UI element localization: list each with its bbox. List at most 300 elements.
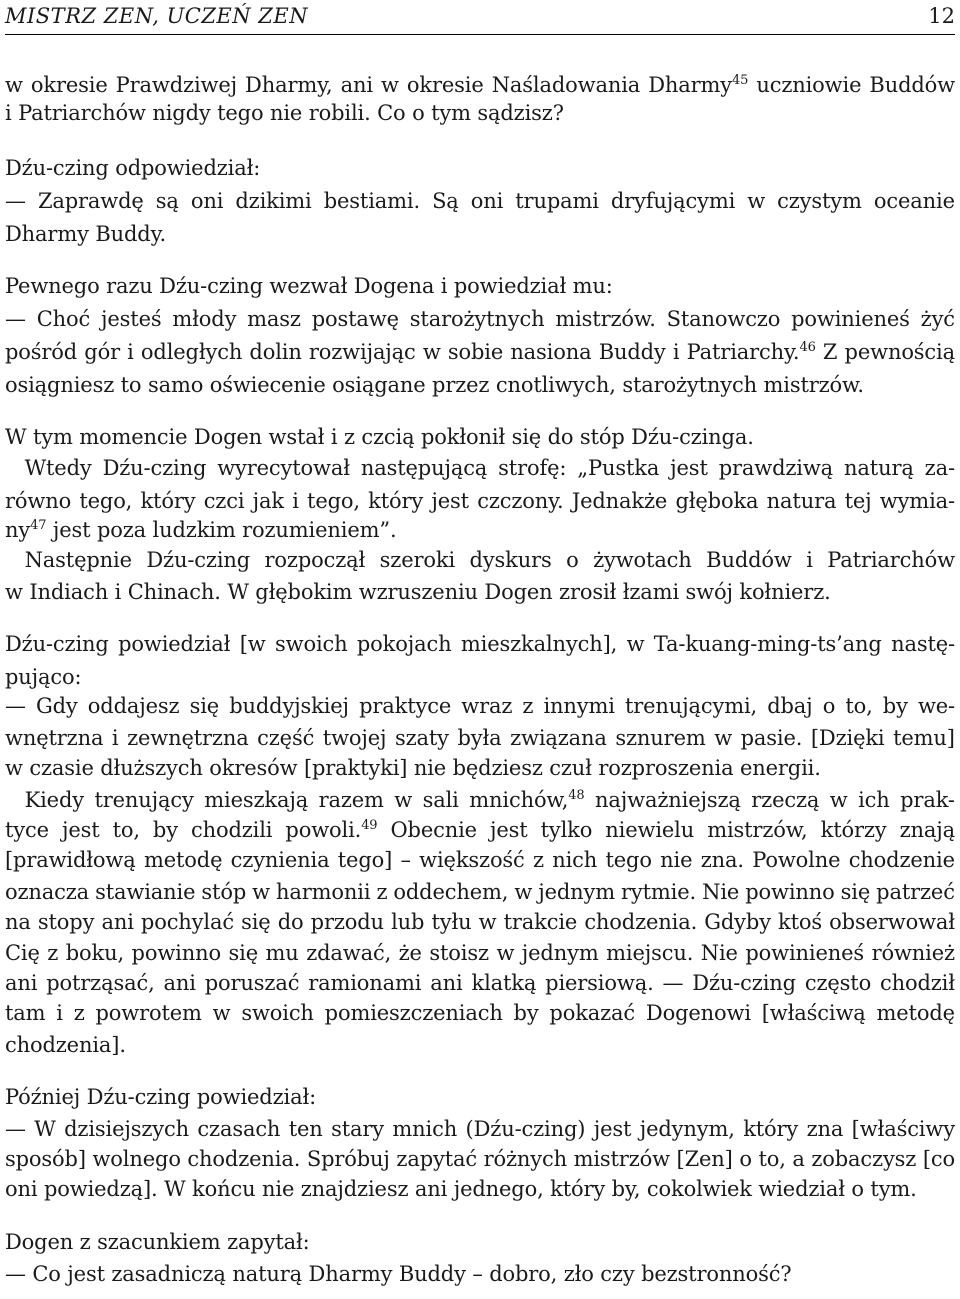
word: w <box>496 941 515 965</box>
word: okresie <box>406 73 484 97</box>
word: — <box>662 971 684 995</box>
text-run: W tym momencie Dogen wstał i z czcią pokłonił się do stóp Dźu-czinga. <box>5 425 754 449</box>
word: temu] <box>893 726 955 750</box>
word: oni <box>190 189 224 213</box>
word: związana <box>510 726 607 750</box>
text-line <box>5 101 564 125</box>
text-line <box>5 788 955 812</box>
word: „Pustka <box>577 456 660 480</box>
word: do <box>277 910 304 934</box>
word: znają <box>899 818 955 842</box>
text-run: Dharmy Buddy. <box>5 222 167 246</box>
word: przodu <box>310 910 384 934</box>
word: tego <box>605 848 652 872</box>
text-line <box>5 880 955 904</box>
word: są <box>155 189 179 213</box>
word: Patriarchy.$^{46}$ <box>686 340 816 364</box>
word: Ta-kuang-ming-ts’ang <box>653 632 882 656</box>
word: [prawidłową <box>5 848 136 872</box>
word: Są <box>432 189 459 213</box>
word: tej <box>844 489 872 513</box>
word: jest <box>593 1117 632 1141</box>
text-line <box>5 518 397 542</box>
word: następującą <box>360 456 488 480</box>
word: o <box>739 1147 752 1171</box>
word: za- <box>924 456 955 480</box>
word: pokojach <box>356 632 452 656</box>
word: i <box>292 489 299 513</box>
text-line <box>5 373 864 397</box>
word: pośród <box>5 340 78 364</box>
word: chodzenia. <box>584 910 698 934</box>
word: się <box>840 880 871 904</box>
word: ten <box>288 1117 323 1141</box>
word: zewnętrzna <box>127 726 249 750</box>
text-line <box>5 340 955 364</box>
word: się <box>189 694 220 718</box>
word: jednym <box>521 941 599 965</box>
word: Zaprawdę <box>37 189 144 213</box>
word: Dogenowi <box>645 1001 751 1025</box>
word: oddajesz <box>87 694 180 718</box>
word: ktoś <box>778 910 823 934</box>
word: stoisz <box>429 941 489 965</box>
word: zdawać, <box>306 941 392 965</box>
word: by <box>152 818 178 842</box>
text-line <box>5 1262 791 1286</box>
word: trenujący <box>94 788 194 812</box>
word: czczony. <box>477 489 564 513</box>
word: swoich <box>275 632 348 656</box>
word: Buddy <box>598 340 666 364</box>
word: mnich <box>392 1117 458 1141</box>
word: Jednakże <box>571 489 668 513</box>
word: trakcie <box>503 910 578 934</box>
word: w <box>714 726 733 750</box>
word: w <box>212 1001 231 1025</box>
word: dolin <box>249 340 302 364</box>
text-line <box>5 1033 126 1057</box>
word: mistrzów. <box>555 307 656 331</box>
word: różnych <box>483 1147 567 1171</box>
word: pewnością <box>844 340 955 364</box>
word: harmonii <box>276 880 371 904</box>
word: dzisiejszych <box>64 1117 189 1141</box>
word: prawdziwą <box>718 456 834 480</box>
word: powinno <box>131 941 221 965</box>
running-header <box>5 4 955 30</box>
word: czci <box>203 489 245 513</box>
word: strofę: <box>498 456 567 480</box>
word: w <box>514 880 533 904</box>
text-line <box>5 910 955 934</box>
word: jest <box>490 818 528 842</box>
word: jest <box>431 489 469 513</box>
word: Prawdziwej <box>115 73 237 97</box>
word: dryfującymi <box>610 189 736 213</box>
word: to, <box>112 818 140 842</box>
word: [w <box>239 632 266 656</box>
word: — <box>5 1117 26 1141</box>
text-line <box>5 848 955 872</box>
word: szeroki <box>379 548 456 572</box>
text-run: osiągniesz to samo oświecenie osiągane przez cnotliwych, starożytnych mistrzów. <box>5 373 864 397</box>
word: to, <box>845 694 873 718</box>
word: rozwijając <box>308 340 416 364</box>
word: o <box>566 548 579 572</box>
word: pomieszczeniach <box>324 1001 503 1025</box>
word: czasach <box>197 1117 281 1141</box>
word: ani <box>430 971 463 995</box>
word: i <box>806 548 813 572</box>
word: Patriarchów <box>827 548 955 572</box>
word: (Dźu-czing) <box>465 1117 586 1141</box>
word: tylko <box>540 818 593 842</box>
word: pasie. <box>740 726 803 750</box>
word: [Dzięki <box>810 726 885 750</box>
text-line <box>5 73 955 97</box>
word: natura <box>766 489 837 513</box>
text-line <box>5 694 955 718</box>
word: w <box>422 340 441 364</box>
word: bestiami. <box>323 189 420 213</box>
text-line <box>5 1117 955 1141</box>
word: w <box>626 632 645 656</box>
word: poruszać <box>204 971 300 995</box>
word: wraz <box>461 694 513 718</box>
word: czynienia <box>230 848 330 872</box>
word: Gdy <box>36 694 78 718</box>
word: tyce <box>5 818 49 842</box>
footnote-marker: 47 <box>30 518 47 533</box>
text-line <box>5 726 955 750</box>
word: metodę <box>143 848 223 872</box>
word: powinieneś <box>745 941 865 965</box>
footnote-marker: 48 <box>568 788 585 803</box>
word: lub <box>391 910 425 934</box>
word: Dharmy, <box>245 73 333 97</box>
word: trupami <box>515 189 599 213</box>
word: że <box>398 941 422 965</box>
word: by <box>513 1001 539 1025</box>
word: się <box>228 941 258 965</box>
word: o <box>822 694 836 718</box>
word: a <box>792 1147 805 1171</box>
word: sali <box>422 788 459 812</box>
text-line <box>5 189 955 213</box>
footnote-marker: 46 <box>799 340 816 355</box>
word: powrotem <box>95 1001 202 1025</box>
word: obserwował <box>829 910 955 934</box>
word: który <box>743 1117 799 1141</box>
word: często <box>804 971 872 995</box>
word: [co <box>922 1147 955 1171</box>
word: żyć <box>920 307 955 331</box>
footnote-marker: 45 <box>732 73 749 88</box>
word: twojej <box>322 726 387 750</box>
word: rytmie. <box>621 880 697 904</box>
word: jedynym, <box>639 1117 735 1141</box>
text-run: — Co jest zasadniczą naturą Dharmy Buddy – dobro, zło czy bezstronność? <box>5 1262 792 1286</box>
word: ich <box>858 788 890 812</box>
word: prak- <box>900 788 955 812</box>
word: niewielu <box>605 818 695 842</box>
word: którzy <box>820 818 887 842</box>
word: również <box>871 941 955 965</box>
word: [właściwy <box>851 1117 955 1141</box>
word: Buddów <box>869 73 955 97</box>
word: Powolne <box>752 848 841 872</box>
chapter-title: MISTRZ ZEN, UCZEŃ ZEN <box>5 4 309 28</box>
word: mnichów,$^{48}$ <box>469 788 585 812</box>
word: chodził <box>879 971 955 995</box>
text-line <box>5 665 81 689</box>
word: w <box>252 880 270 904</box>
word: tam <box>5 1001 46 1025</box>
word: nich <box>552 848 598 872</box>
word: mistrzów, <box>707 818 808 842</box>
word: ani <box>163 971 196 995</box>
word: tego, <box>307 489 360 513</box>
word: w <box>829 788 848 812</box>
word: ani <box>5 971 38 995</box>
text-run: Pewnego razu Dźu-czing wezwał Dogena i powiedział mu: <box>5 274 613 298</box>
text-line <box>5 1085 316 1109</box>
word: żywotach <box>593 548 692 572</box>
word: piersiową. <box>545 971 654 995</box>
word: tego, <box>79 489 133 513</box>
word: Nie <box>702 880 740 904</box>
text-line <box>5 1147 955 1171</box>
word: w <box>747 189 766 213</box>
word: w <box>5 73 23 97</box>
word: wymia- <box>879 489 955 513</box>
header-rule <box>5 34 955 35</box>
word: pochylać <box>140 910 234 934</box>
word: sobie <box>447 340 504 364</box>
word: Z <box>822 340 838 364</box>
word: Następnie <box>5 548 132 572</box>
word: buddyjskiej <box>229 694 349 718</box>
word: równo <box>5 489 72 513</box>
word: sznurem <box>615 726 706 750</box>
word: trenującymi, <box>624 694 758 718</box>
word: wolnego <box>92 1147 181 1171</box>
word: razem <box>318 788 384 812</box>
text-line <box>5 580 831 604</box>
word: który <box>140 489 196 513</box>
word: Nie <box>700 941 738 965</box>
word: metodę <box>876 1001 955 1025</box>
word: chodzili <box>190 818 273 842</box>
word: z <box>376 880 388 904</box>
word: była <box>457 726 502 750</box>
word: to, <box>758 1147 786 1171</box>
word: odległych <box>140 340 243 364</box>
word: klatką <box>471 971 537 995</box>
text-line <box>5 941 955 965</box>
word: Dźu-czing <box>146 548 251 572</box>
word: wyrecytował <box>217 456 350 480</box>
word: ani <box>101 910 134 934</box>
word: młody <box>172 307 237 331</box>
word: Gdyby <box>704 910 771 934</box>
footnote-marker: 49 <box>361 818 378 833</box>
word: – <box>400 848 411 872</box>
word: Kiedy <box>5 788 84 812</box>
text-run: oni powiedzą]. W końcu nie znajdziesz ani jednego, który by, cokolwiek wiedział o tym. <box>5 1177 917 1201</box>
text-line <box>5 307 955 331</box>
word: jesteś <box>101 307 162 331</box>
word: i <box>127 340 134 364</box>
word: oni <box>470 189 504 213</box>
word: praktyce <box>359 694 452 718</box>
word: we- <box>917 694 955 718</box>
word: w <box>381 73 399 97</box>
word: pokazać <box>549 1001 636 1025</box>
text-line <box>5 971 955 995</box>
word: nasiona <box>510 340 592 364</box>
word: czystym <box>777 189 862 213</box>
word: chodzenia. <box>187 1147 301 1171</box>
word: [właściwą <box>761 1001 866 1025</box>
word: głęboka <box>675 489 759 513</box>
text-line <box>5 1230 310 1254</box>
word: Buddów <box>706 548 792 572</box>
word: sposób] <box>5 1147 86 1171</box>
word: Obecnie <box>390 818 477 842</box>
word: zna. <box>700 848 744 872</box>
word: ramionami <box>308 971 422 995</box>
word: Cię <box>5 941 40 965</box>
word: starożytnych <box>409 307 545 331</box>
word: stopy <box>37 910 95 934</box>
word: chodzenie <box>848 848 955 872</box>
word: Choć <box>36 307 91 331</box>
text-run: w czasie dłuższych okresów [praktyki] nie będziesz czuł rozproszenia energii. <box>5 756 821 780</box>
word: wnętrzna <box>5 726 104 750</box>
text-line <box>5 222 166 246</box>
word: Stanowczo <box>666 307 781 331</box>
word: — <box>5 307 26 331</box>
word: nie <box>660 848 693 872</box>
text-run: Dogen z szacunkiem zapytał: <box>5 1230 310 1254</box>
word: się <box>241 910 271 934</box>
word: masz <box>247 307 301 331</box>
word: swoich <box>241 1001 314 1025</box>
page-number: 12 <box>928 4 955 28</box>
word: z <box>522 694 534 718</box>
text-line <box>5 456 955 480</box>
word: mieszkalnych], <box>460 632 618 656</box>
text-line <box>5 548 955 572</box>
word: jest <box>61 818 100 842</box>
word: w <box>394 788 413 812</box>
word: stóp <box>201 880 247 904</box>
word: mistrzów <box>573 1147 670 1171</box>
word: gór <box>84 340 120 364</box>
word: i <box>56 1001 63 1025</box>
text-run: i Patriarchów nigdy tego nie robili. Co o tym sądzisz? <box>5 101 564 125</box>
word: z <box>47 941 59 965</box>
word: na <box>5 910 31 934</box>
word: by <box>882 694 908 718</box>
word: W <box>34 1117 56 1141</box>
word: oceanie <box>873 189 955 213</box>
word: mu <box>265 941 299 965</box>
word: oddechem, <box>393 880 509 904</box>
word: w <box>478 910 497 934</box>
word: dyskurs <box>469 548 552 572</box>
text-line <box>5 756 821 780</box>
word: powiedział <box>118 632 231 656</box>
word: oznacza <box>5 880 90 904</box>
word: [Zen] <box>676 1147 733 1171</box>
word: okresie <box>30 73 108 97</box>
word: innymi <box>543 694 615 718</box>
text-run: chodzenia]. <box>5 1033 126 1057</box>
word: stary <box>331 1117 384 1141</box>
word: nastę- <box>891 632 955 656</box>
word: i <box>111 726 119 750</box>
word: który <box>368 489 424 513</box>
text-run: ny <box>5 518 31 542</box>
word: powinieneś <box>791 307 910 331</box>
word: z <box>533 848 544 872</box>
word: — <box>5 189 26 213</box>
word: Dźu-czing <box>5 632 109 656</box>
word: i <box>672 340 680 364</box>
text-line <box>5 818 955 842</box>
word: szaty <box>394 726 449 750</box>
text-run: w Indiach i Chinach. W głębokim wzruszeniu Dogen zrosił łzami swój kołnierz. <box>5 580 831 604</box>
word: uczniowie <box>756 73 862 97</box>
word: z <box>73 1001 85 1025</box>
word: jest <box>670 456 708 480</box>
text-run: pująco: <box>5 665 82 689</box>
word: Dźu-czing <box>692 971 796 995</box>
word: Dźu-czing <box>102 456 207 480</box>
text-line <box>5 156 260 180</box>
word: postawę <box>311 307 399 331</box>
word: tyłu <box>431 910 472 934</box>
word: jak <box>252 489 284 513</box>
word: tego] <box>337 848 393 872</box>
word: dzikimi <box>235 189 312 213</box>
text-line <box>5 632 955 656</box>
word: najważniejszą <box>595 788 741 812</box>
word: powinno <box>745 880 835 904</box>
word: ani <box>340 73 373 97</box>
word: część <box>257 726 315 750</box>
word: — <box>5 694 26 718</box>
word: rozpoczął <box>264 548 366 572</box>
word: Naśladowania <box>491 73 641 97</box>
word: jednym <box>538 880 615 904</box>
word: dbaj <box>767 694 813 718</box>
text-line <box>5 1001 955 1025</box>
word: powoli.$^{49}$ <box>285 818 378 842</box>
word: mieszkają <box>204 788 309 812</box>
word: zapytać <box>396 1147 477 1171</box>
text-run: jest poza ludzkim rozumieniem”. <box>46 518 397 542</box>
text-line <box>5 274 613 298</box>
word: zna <box>806 1117 844 1141</box>
word: rzeczą <box>751 788 820 812</box>
text-line <box>5 489 955 513</box>
word: miejscu. <box>606 941 694 965</box>
text-line <box>5 1177 917 1201</box>
